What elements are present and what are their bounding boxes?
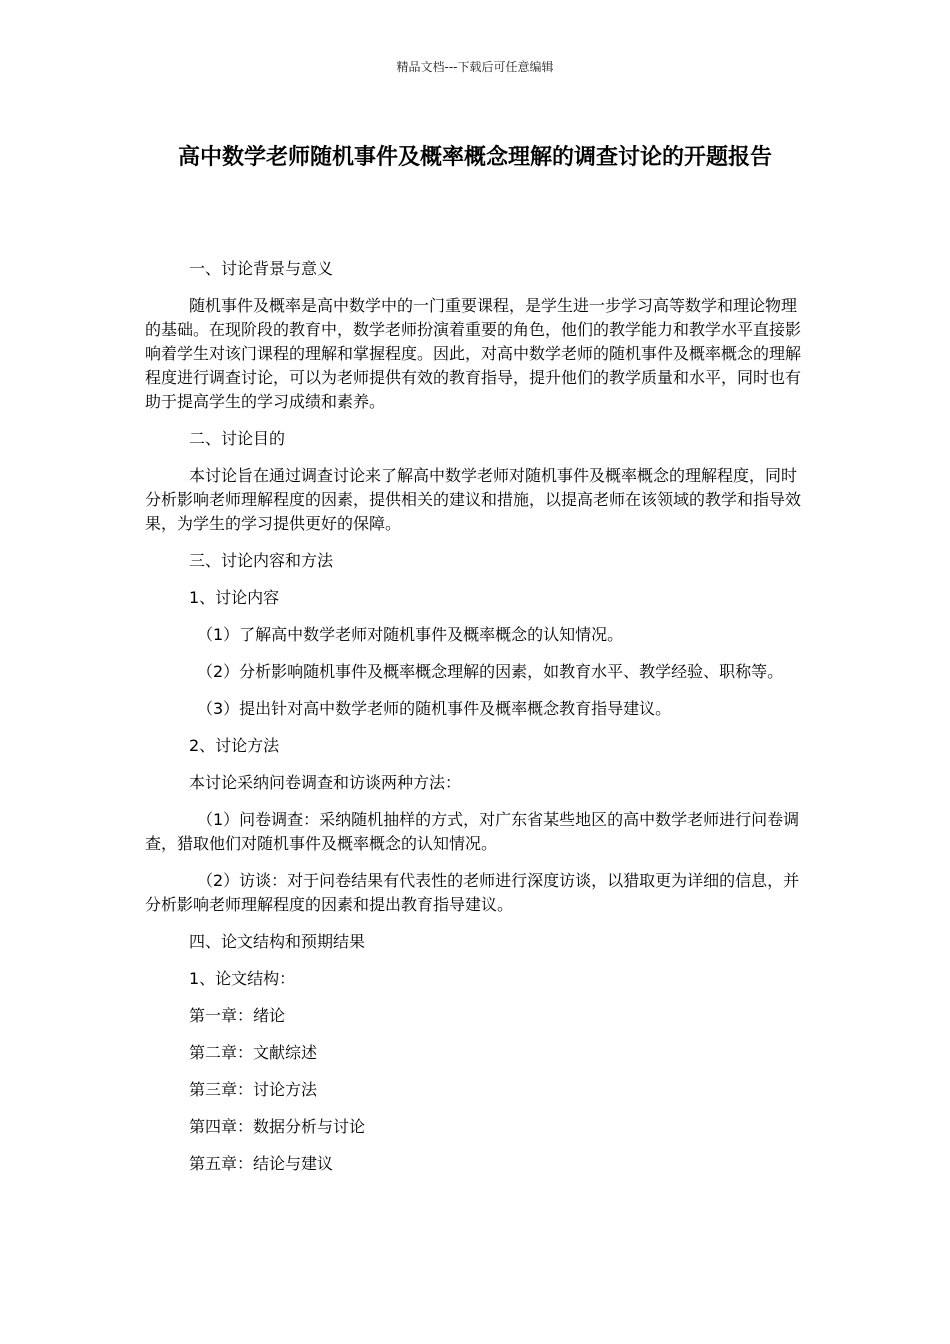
section1-paragraph: 随机事件及概率是高中数学中的一门重要课程，是学生进一步学习高等数学和理论物理的基础。在现阶段的教育中，数学老师扮演着重要的角色，他们的教学能力和教学水平直接影响着学生对该门课程的理解和掌握程度。因此，对高中数学老师的随机事件及概率概念的理解程度进行调查讨论，可以为老师提供有效的教育指导，提升他们的教学质量和水平，同时也有助于提高学生的学习成绩和素养。 bbox=[145, 296, 802, 411]
section1-heading: 一、讨论背景与意义 bbox=[189, 259, 334, 278]
section2-heading: 二、讨论目的 bbox=[189, 429, 286, 448]
content-heading: 1、讨论内容 bbox=[189, 588, 280, 607]
method-item: （1）问卷调查：采纳随机抽样的方式，对广东省某些地区的高中数学老师进行问卷调查，猎取他们对随机事件及概率概念的认知情况。 bbox=[145, 810, 800, 853]
section2-paragraph: 本讨论旨在通过调查讨论来了解高中数学老师对随机事件及概率概念的理解程度，同时分析影响老师理解程度的因素，提供相关的建议和措施，以提高老师在该领域的教学和指导效果，为学生的学习提供更好的保障。 bbox=[145, 466, 802, 533]
chapter-item: 第四章：数据分析与讨论 bbox=[189, 1117, 366, 1136]
chapter-item: 第二章：文献综述 bbox=[189, 1043, 318, 1062]
method-intro: 本讨论采纳问卷调查和访谈两种方法： bbox=[189, 773, 462, 792]
document-title: 高中数学老师随机事件及概率概念理解的调查讨论的开题报告 bbox=[177, 145, 772, 170]
document-body bbox=[145, 257, 807, 1189]
header-note: 精品文档---下载后可任意编辑 bbox=[396, 60, 554, 74]
structure-heading: 1、论文结构： bbox=[189, 969, 296, 988]
section3-heading: 三、讨论内容和方法 bbox=[189, 551, 334, 570]
content-item: （2）分析影响随机事件及概率概念理解的因素，如教育水平、教学经验、职称等。 bbox=[197, 662, 784, 681]
chapter-item: 第五章：结论与建议 bbox=[189, 1154, 334, 1173]
method-heading: 2、讨论方法 bbox=[189, 736, 280, 755]
method-item: （2）访谈：对于问卷结果有代表性的老师进行深度访谈，以猎取更为详细的信息，并分析影响老师理解程度的因素和提出教育指导建议。 bbox=[145, 871, 800, 914]
content-item: （1）了解高中数学老师对随机事件及概率概念的认知情况。 bbox=[197, 625, 624, 644]
content-item: （3）提出针对高中数学老师的随机事件及概率概念教育指导建议。 bbox=[197, 699, 672, 718]
chapter-item: 第三章：讨论方法 bbox=[189, 1080, 318, 1099]
chapter-item: 第一章：绪论 bbox=[189, 1006, 286, 1025]
section4-heading: 四、论文结构和预期结果 bbox=[189, 932, 366, 951]
